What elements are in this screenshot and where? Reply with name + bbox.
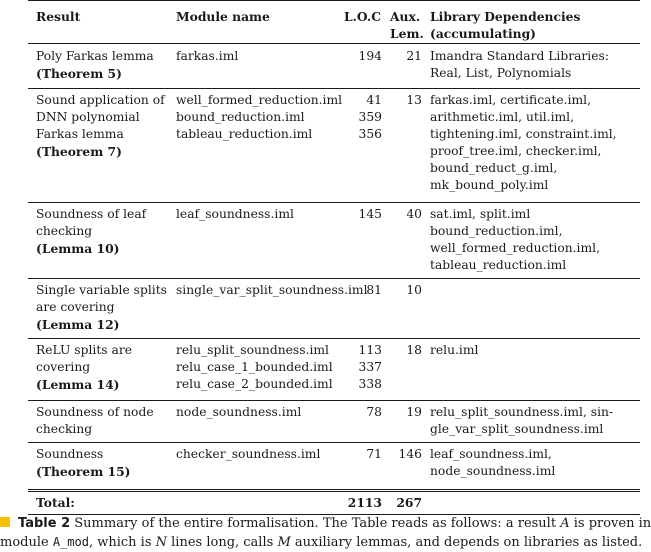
cell-module — [176, 446, 344, 463]
caption-line-1 — [0, 514, 651, 533]
cell-result-line: Single variable splits — [36, 283, 167, 297]
cell-module-line: well_formed_reduction.iml — [176, 93, 343, 107]
cell-deps-line: farkas.iml, certificate.iml, — [430, 93, 592, 107]
cell-deps-line: well_formed_reduction.iml, — [430, 241, 600, 255]
cell-result — [36, 446, 171, 480]
cell-loc-line: 81 — [366, 283, 382, 297]
cell-deps-line: relu_split_soundness.iml, sin- — [430, 405, 614, 419]
cell-result-line: Poly Farkas lemma — [36, 49, 154, 63]
cell-aux: 10 — [406, 283, 422, 297]
cell-deps-line: tableau_reduction.iml — [430, 258, 567, 272]
cell-loc-line: 337 — [358, 360, 382, 374]
cell-result-line: DNN polynomial — [36, 110, 140, 124]
cell-deps-line: gle_var_split_soundness.iml — [430, 422, 604, 436]
cell-deps — [430, 404, 640, 438]
cell-deps-line: arithmetic.iml, util.iml, — [430, 110, 575, 124]
cell-result-line: (Lemma 12) — [36, 317, 120, 332]
cell-loc — [344, 446, 382, 463]
cell-module-line: relu_split_soundness.iml — [176, 343, 329, 357]
row-rule — [28, 442, 640, 443]
cell-result-line: (Theorem 7) — [36, 144, 122, 159]
table-top-rule — [28, 0, 640, 1]
cell-module — [176, 342, 344, 393]
cell-loc-line: 356 — [358, 127, 382, 141]
header-rule — [28, 43, 640, 44]
cell-result-line: (Lemma 14) — [36, 377, 120, 392]
cell-aux: 18 — [406, 343, 422, 357]
caption-var-a: A — [560, 516, 570, 531]
cell-deps-line: relu.iml — [430, 343, 479, 357]
cell-deps-line: proof_tree.iml, checker.iml, — [430, 144, 602, 158]
cell-loc — [344, 206, 382, 223]
cell-result — [36, 282, 171, 333]
cell-loc-line: 113 — [358, 343, 382, 357]
cell-result-line: Soundness of node — [36, 405, 154, 419]
caption-text-b: is proven in — [569, 516, 651, 531]
header-module: Module name — [176, 9, 270, 24]
cell-module-line: node_soundness.iml — [176, 405, 302, 419]
total-rule-top — [28, 489, 640, 490]
cell-loc-line: 194 — [358, 49, 382, 63]
cell-deps — [430, 446, 640, 480]
cell-deps-line: bound_reduction.iml, — [430, 224, 563, 238]
cell-deps-line: mk_bound_poly.iml — [430, 178, 549, 192]
cell-result — [36, 206, 171, 257]
header-deps-line2: (accumulating) — [430, 26, 537, 41]
cell-result-line: (Theorem 5) — [36, 66, 122, 81]
cell-loc — [344, 342, 382, 393]
caption-text-d: , which is — [88, 535, 156, 550]
cell-deps-line: Imandra Standard Libraries: — [430, 49, 609, 63]
caption-text-e: lines long, calls — [167, 535, 278, 550]
cell-aux: 19 — [406, 405, 422, 419]
cell-deps-line: leaf_soundness.iml, — [430, 447, 552, 461]
cell-result-line: Soundness — [36, 447, 104, 461]
cell-aux: 21 — [406, 49, 422, 63]
cell-module-line: bound_reduction.iml — [176, 110, 305, 124]
cell-loc-line: 338 — [358, 377, 382, 391]
caption-var-m: M — [277, 535, 291, 550]
cell-deps-line: bound_reduct_g.iml, — [430, 161, 558, 175]
cell-module-line: leaf_soundness.iml — [176, 207, 294, 221]
header-result: Result — [36, 9, 81, 24]
cell-module — [176, 206, 344, 223]
caption-code: A_mod — [52, 535, 89, 549]
cell-result-line: Soundness of leaf — [36, 207, 147, 221]
caption-bullet — [0, 517, 10, 527]
cell-result — [36, 48, 171, 82]
cell-result-line: are covering — [36, 300, 115, 314]
cell-loc — [344, 282, 382, 299]
cell-aux: 40 — [406, 207, 422, 221]
cell-module-line: relu_case_1_bounded.iml — [176, 360, 333, 374]
header-deps-line1: Library Dependencies — [430, 9, 581, 24]
cell-result-line: checking — [36, 422, 93, 436]
total-aux: 267 — [396, 495, 422, 510]
cell-module — [176, 282, 368, 299]
table-caption — [0, 514, 651, 552]
caption-text-f: auxiliary lemmas, and depends on libraries as listed. — [290, 535, 643, 550]
cell-result-line: ReLU splits are — [36, 343, 132, 357]
cell-deps — [430, 342, 640, 359]
caption-line-2 — [0, 533, 643, 552]
cell-result-line: checking — [36, 224, 93, 238]
cell-module-line: tableau_reduction.iml — [176, 127, 313, 141]
caption-var-n: N — [155, 535, 168, 550]
total-loc: 2113 — [347, 495, 382, 510]
cell-loc-line: 359 — [358, 110, 382, 124]
cell-loc-line: 71 — [366, 447, 382, 461]
cell-deps — [430, 206, 640, 274]
cell-loc — [344, 92, 382, 143]
caption-text-a: Summary of the entire formalisation. The Table reads as follows: a result — [70, 516, 561, 531]
cell-deps-line: sat.iml, split.iml — [430, 207, 531, 221]
total-rule-double — [28, 491, 640, 492]
row-rule — [28, 400, 640, 401]
cell-loc-line: 145 — [358, 207, 382, 221]
cell-result-line: Sound application of — [36, 93, 165, 107]
total-label: Total: — [36, 495, 75, 510]
cell-result — [36, 92, 171, 160]
cell-result — [36, 342, 171, 393]
cell-deps-line: tightening.iml, constraint.iml, — [430, 127, 617, 141]
cell-aux: 13 — [406, 93, 422, 107]
header-aux — [390, 8, 422, 42]
cell-module-line: checker_soundness.iml — [176, 447, 321, 461]
cell-deps-line: Real, List, Polynomials — [430, 66, 572, 80]
cell-deps-line: node_soundness.iml — [430, 464, 556, 478]
header-aux-line1: Aux. — [390, 9, 421, 24]
cell-module-line: relu_case_2_bounded.iml — [176, 377, 333, 391]
cell-loc — [344, 404, 382, 421]
row-rule — [28, 88, 640, 89]
cell-module-line: farkas.iml — [176, 49, 239, 63]
caption-tag: Table 2 — [18, 516, 71, 531]
cell-deps — [430, 48, 640, 82]
cell-result-line: Farkas lemma — [36, 127, 124, 141]
row-rule — [28, 202, 640, 203]
caption-text-c: module — [0, 535, 53, 550]
cell-result-line: covering — [36, 360, 91, 374]
cell-aux: 146 — [398, 447, 422, 461]
header-deps — [430, 8, 640, 42]
cell-module — [176, 48, 344, 65]
cell-loc-line: 41 — [366, 93, 382, 107]
cell-loc-line: 78 — [366, 405, 382, 419]
header-aux-line2: Lem. — [390, 26, 424, 41]
cell-result-line: (Theorem 15) — [36, 464, 131, 479]
header-loc: L.O.C — [344, 9, 381, 24]
row-rule — [28, 278, 640, 279]
cell-loc — [344, 48, 382, 65]
cell-result — [36, 404, 171, 438]
cell-deps — [430, 92, 640, 194]
cell-module — [176, 404, 344, 421]
row-rule — [28, 338, 640, 339]
cell-module-line: single_var_split_soundness.iml — [176, 283, 368, 297]
cell-module — [176, 92, 344, 143]
cell-result-line: (Lemma 10) — [36, 241, 120, 256]
